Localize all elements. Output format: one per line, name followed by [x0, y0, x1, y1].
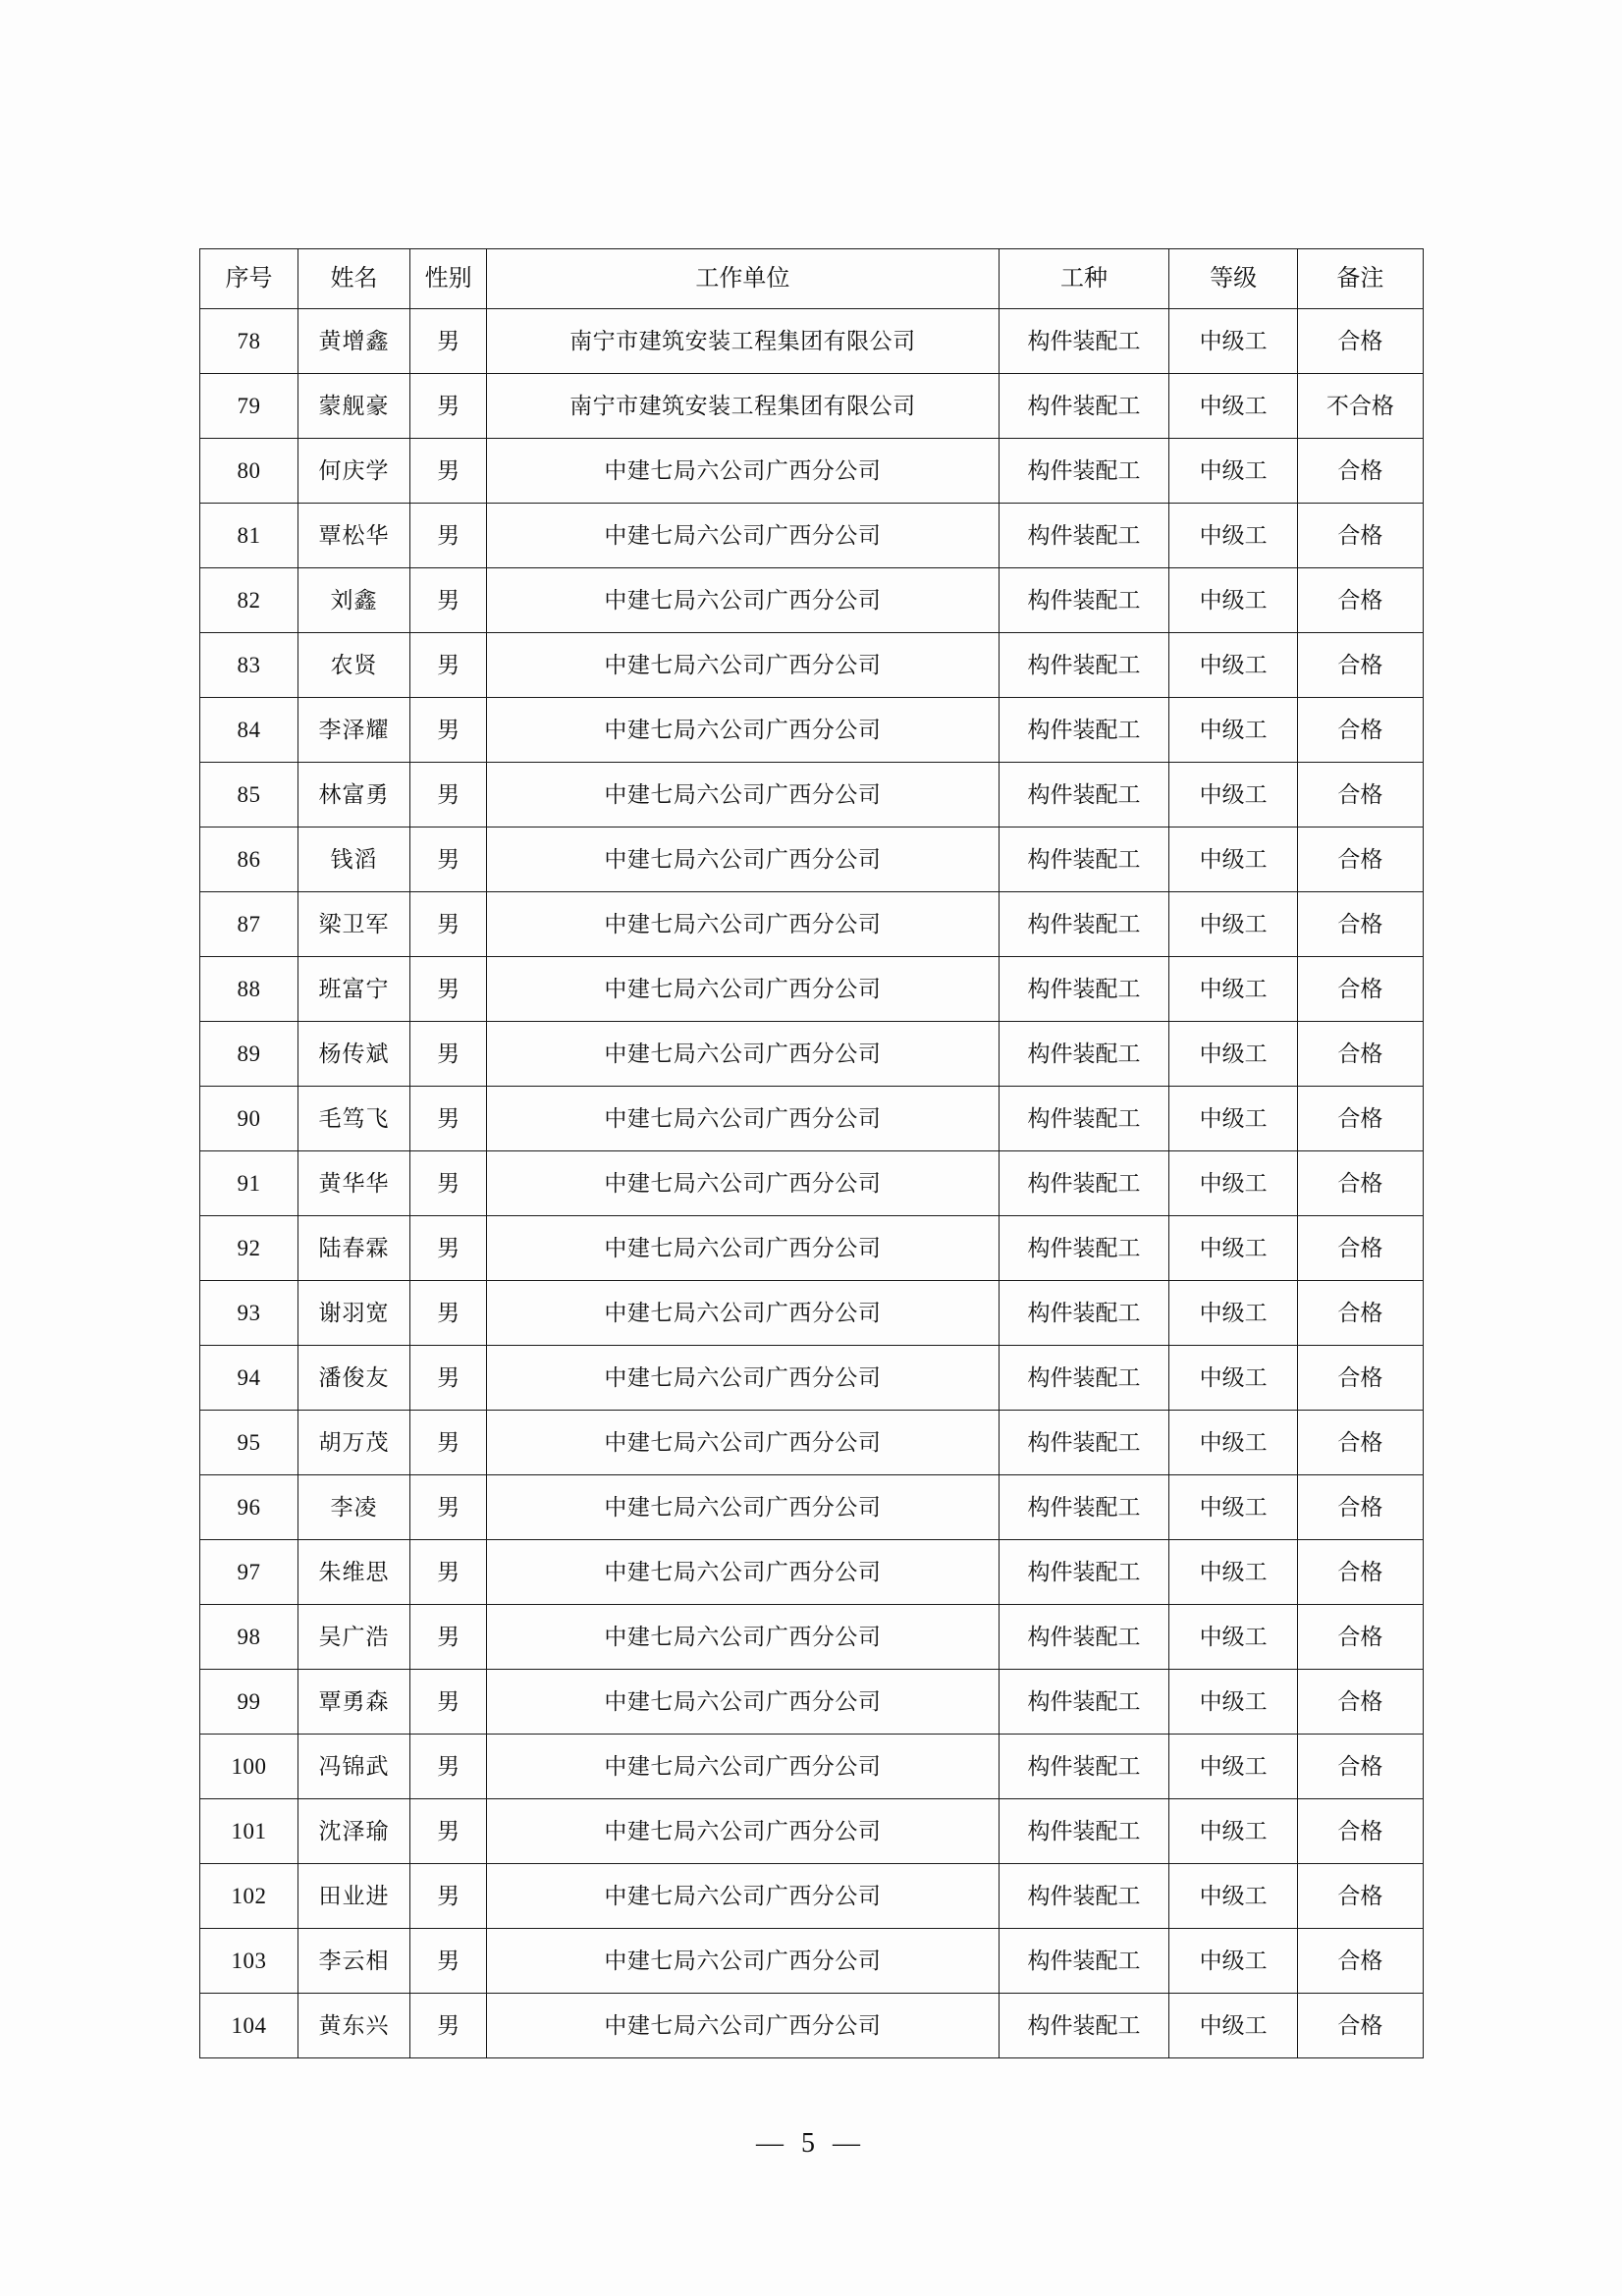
- cell-name: 毛笃飞: [297, 1087, 409, 1151]
- cell-level: 中级工: [1169, 309, 1297, 374]
- cell-level: 中级工: [1169, 1670, 1297, 1735]
- cell-gender: 男: [410, 1346, 487, 1411]
- cell-remark: 合格: [1297, 1411, 1423, 1475]
- cell-seq: 90: [200, 1087, 298, 1151]
- cell-name: 覃松华: [297, 504, 409, 568]
- cell-level: 中级工: [1169, 1281, 1297, 1346]
- cell-gender: 男: [410, 439, 487, 504]
- table-row: [200, 1281, 1424, 1346]
- cell-remark: 合格: [1297, 1281, 1423, 1346]
- table-row: [200, 1994, 1424, 2058]
- cell-unit: 南宁市建筑安装工程集团有限公司: [487, 374, 999, 439]
- cell-level: 中级工: [1169, 698, 1297, 763]
- cell-remark: 合格: [1297, 309, 1423, 374]
- cell-name: 田业进: [297, 1864, 409, 1929]
- cell-job: 构件装配工: [999, 1864, 1169, 1929]
- cell-gender: 男: [410, 1475, 487, 1540]
- cell-level: 中级工: [1169, 568, 1297, 633]
- table-row: [200, 828, 1424, 892]
- cell-unit: 中建七局六公司广西分公司: [487, 1735, 999, 1799]
- cell-job: 构件装配工: [999, 1994, 1169, 2058]
- cell-name: 冯锦武: [297, 1735, 409, 1799]
- cell-job: 构件装配工: [999, 892, 1169, 957]
- table-row: [200, 1087, 1424, 1151]
- cell-seq: 89: [200, 1022, 298, 1087]
- cell-unit: 中建七局六公司广西分公司: [487, 892, 999, 957]
- cell-unit: 中建七局六公司广西分公司: [487, 828, 999, 892]
- cell-job: 构件装配工: [999, 1216, 1169, 1281]
- cell-gender: 男: [410, 1605, 487, 1670]
- cell-unit: 中建七局六公司广西分公司: [487, 439, 999, 504]
- cell-remark: 合格: [1297, 763, 1423, 828]
- cell-remark: 合格: [1297, 1216, 1423, 1281]
- cell-seq: 95: [200, 1411, 298, 1475]
- roster-table-container: [199, 248, 1424, 2058]
- cell-level: 中级工: [1169, 1151, 1297, 1216]
- cell-seq: 79: [200, 374, 298, 439]
- cell-job: 构件装配工: [999, 1735, 1169, 1799]
- table-row: [200, 504, 1424, 568]
- cell-job: 构件装配工: [999, 1411, 1169, 1475]
- cell-gender: 男: [410, 828, 487, 892]
- table-row: [200, 633, 1424, 698]
- cell-unit: 中建七局六公司广西分公司: [487, 1346, 999, 1411]
- cell-job: 构件装配工: [999, 1087, 1169, 1151]
- cell-unit: 中建七局六公司广西分公司: [487, 1411, 999, 1475]
- cell-gender: 男: [410, 1281, 487, 1346]
- cell-remark: 合格: [1297, 439, 1423, 504]
- cell-job: 构件装配工: [999, 1475, 1169, 1540]
- cell-remark: 合格: [1297, 568, 1423, 633]
- footer-dash-right: —: [833, 2128, 866, 2159]
- cell-remark: 合格: [1297, 504, 1423, 568]
- cell-job: 构件装配工: [999, 504, 1169, 568]
- cell-seq: 78: [200, 309, 298, 374]
- cell-gender: 男: [410, 1670, 487, 1735]
- cell-seq: 85: [200, 763, 298, 828]
- cell-gender: 男: [410, 1929, 487, 1994]
- cell-unit: 中建七局六公司广西分公司: [487, 763, 999, 828]
- cell-name: 潘俊友: [297, 1346, 409, 1411]
- cell-remark: 合格: [1297, 1087, 1423, 1151]
- cell-job: 构件装配工: [999, 1022, 1169, 1087]
- cell-level: 中级工: [1169, 1022, 1297, 1087]
- roster-table: [199, 248, 1424, 2058]
- table-row: [200, 309, 1424, 374]
- cell-level: 中级工: [1169, 1346, 1297, 1411]
- cell-seq: 104: [200, 1994, 298, 2058]
- cell-job: 构件装配工: [999, 698, 1169, 763]
- cell-seq: 99: [200, 1670, 298, 1735]
- cell-gender: 男: [410, 1864, 487, 1929]
- cell-name: 沈泽瑜: [297, 1799, 409, 1864]
- table-header: [200, 249, 1424, 309]
- cell-remark: 合格: [1297, 1929, 1423, 1994]
- cell-job: 构件装配工: [999, 568, 1169, 633]
- cell-unit: 中建七局六公司广西分公司: [487, 698, 999, 763]
- cell-name: 黄东兴: [297, 1994, 409, 2058]
- cell-gender: 男: [410, 1735, 487, 1799]
- cell-unit: 中建七局六公司广西分公司: [487, 1022, 999, 1087]
- cell-seq: 91: [200, 1151, 298, 1216]
- cell-unit: 中建七局六公司广西分公司: [487, 957, 999, 1022]
- cell-job: 构件装配工: [999, 763, 1169, 828]
- cell-level: 中级工: [1169, 374, 1297, 439]
- cell-remark: 合格: [1297, 1864, 1423, 1929]
- cell-name: 谢羽宽: [297, 1281, 409, 1346]
- cell-remark: 合格: [1297, 1475, 1423, 1540]
- cell-level: 中级工: [1169, 828, 1297, 892]
- cell-unit: 中建七局六公司广西分公司: [487, 1799, 999, 1864]
- page-number: 5: [801, 2128, 821, 2159]
- table-header-row: [200, 249, 1424, 309]
- cell-unit: 南宁市建筑安装工程集团有限公司: [487, 309, 999, 374]
- cell-seq: 84: [200, 698, 298, 763]
- cell-job: 构件装配工: [999, 439, 1169, 504]
- table-row: [200, 1540, 1424, 1605]
- cell-level: 中级工: [1169, 504, 1297, 568]
- cell-job: 构件装配工: [999, 1929, 1169, 1994]
- column-header-seq: 序号: [200, 249, 298, 309]
- cell-seq: 88: [200, 957, 298, 1022]
- cell-remark: 合格: [1297, 1151, 1423, 1216]
- table-row: [200, 568, 1424, 633]
- cell-remark: 合格: [1297, 1799, 1423, 1864]
- cell-remark: 合格: [1297, 828, 1423, 892]
- table-row: [200, 698, 1424, 763]
- cell-level: 中级工: [1169, 1994, 1297, 2058]
- cell-level: 中级工: [1169, 1929, 1297, 1994]
- table-row: [200, 1799, 1424, 1864]
- column-header-name: 姓名: [297, 249, 409, 309]
- cell-remark: 合格: [1297, 1605, 1423, 1670]
- column-header-job: 工种: [999, 249, 1169, 309]
- cell-name: 梁卫军: [297, 892, 409, 957]
- cell-gender: 男: [410, 957, 487, 1022]
- cell-level: 中级工: [1169, 1087, 1297, 1151]
- cell-name: 蒙舰豪: [297, 374, 409, 439]
- cell-gender: 男: [410, 1151, 487, 1216]
- cell-unit: 中建七局六公司广西分公司: [487, 1151, 999, 1216]
- footer-dash-left: —: [756, 2128, 789, 2159]
- cell-seq: 92: [200, 1216, 298, 1281]
- cell-remark: 合格: [1297, 1994, 1423, 2058]
- cell-job: 构件装配工: [999, 1605, 1169, 1670]
- cell-job: 构件装配工: [999, 1151, 1169, 1216]
- cell-gender: 男: [410, 1216, 487, 1281]
- cell-job: 构件装配工: [999, 1346, 1169, 1411]
- cell-seq: 97: [200, 1540, 298, 1605]
- cell-unit: 中建七局六公司广西分公司: [487, 1087, 999, 1151]
- cell-seq: 93: [200, 1281, 298, 1346]
- cell-unit: 中建七局六公司广西分公司: [487, 1605, 999, 1670]
- table-row: [200, 1411, 1424, 1475]
- cell-level: 中级工: [1169, 1735, 1297, 1799]
- cell-name: 陆春霖: [297, 1216, 409, 1281]
- cell-name: 黄增鑫: [297, 309, 409, 374]
- cell-unit: 中建七局六公司广西分公司: [487, 1864, 999, 1929]
- cell-gender: 男: [410, 698, 487, 763]
- cell-name: 李云相: [297, 1929, 409, 1994]
- table-row: [200, 1346, 1424, 1411]
- column-header-remark: 备注: [1297, 249, 1423, 309]
- cell-seq: 94: [200, 1346, 298, 1411]
- cell-remark: 合格: [1297, 1670, 1423, 1735]
- table-row: [200, 1670, 1424, 1735]
- table-row: [200, 1022, 1424, 1087]
- cell-unit: 中建七局六公司广西分公司: [487, 1540, 999, 1605]
- table-row: [200, 1605, 1424, 1670]
- cell-gender: 男: [410, 1022, 487, 1087]
- page-footer: [0, 2128, 1622, 2160]
- cell-level: 中级工: [1169, 763, 1297, 828]
- cell-name: 覃勇森: [297, 1670, 409, 1735]
- cell-name: 朱维思: [297, 1540, 409, 1605]
- cell-seq: 98: [200, 1605, 298, 1670]
- cell-unit: 中建七局六公司广西分公司: [487, 1475, 999, 1540]
- cell-job: 构件装配工: [999, 957, 1169, 1022]
- cell-level: 中级工: [1169, 1605, 1297, 1670]
- cell-remark: 合格: [1297, 1022, 1423, 1087]
- cell-gender: 男: [410, 309, 487, 374]
- cell-seq: 100: [200, 1735, 298, 1799]
- cell-job: 构件装配工: [999, 374, 1169, 439]
- cell-name: 班富宁: [297, 957, 409, 1022]
- column-header-level: 等级: [1169, 249, 1297, 309]
- table-row: [200, 1735, 1424, 1799]
- cell-level: 中级工: [1169, 1475, 1297, 1540]
- table-row: [200, 957, 1424, 1022]
- cell-name: 吴广浩: [297, 1605, 409, 1670]
- cell-job: 构件装配工: [999, 1281, 1169, 1346]
- cell-name: 李泽耀: [297, 698, 409, 763]
- cell-remark: 合格: [1297, 1540, 1423, 1605]
- cell-name: 林富勇: [297, 763, 409, 828]
- cell-seq: 102: [200, 1864, 298, 1929]
- cell-seq: 101: [200, 1799, 298, 1864]
- cell-unit: 中建七局六公司广西分公司: [487, 1994, 999, 2058]
- cell-level: 中级工: [1169, 1540, 1297, 1605]
- cell-seq: 96: [200, 1475, 298, 1540]
- cell-level: 中级工: [1169, 1411, 1297, 1475]
- table-row: [200, 1929, 1424, 1994]
- cell-unit: 中建七局六公司广西分公司: [487, 1281, 999, 1346]
- cell-unit: 中建七局六公司广西分公司: [487, 504, 999, 568]
- cell-level: 中级工: [1169, 1216, 1297, 1281]
- cell-level: 中级工: [1169, 633, 1297, 698]
- cell-job: 构件装配工: [999, 309, 1169, 374]
- cell-job: 构件装配工: [999, 633, 1169, 698]
- cell-name: 杨传斌: [297, 1022, 409, 1087]
- cell-remark: 不合格: [1297, 374, 1423, 439]
- cell-unit: 中建七局六公司广西分公司: [487, 1670, 999, 1735]
- cell-level: 中级工: [1169, 439, 1297, 504]
- cell-unit: 中建七局六公司广西分公司: [487, 633, 999, 698]
- cell-gender: 男: [410, 1411, 487, 1475]
- cell-unit: 中建七局六公司广西分公司: [487, 1216, 999, 1281]
- cell-seq: 80: [200, 439, 298, 504]
- table-row: [200, 374, 1424, 439]
- cell-remark: 合格: [1297, 698, 1423, 763]
- table-row: [200, 892, 1424, 957]
- cell-gender: 男: [410, 892, 487, 957]
- table-row: [200, 439, 1424, 504]
- cell-gender: 男: [410, 1540, 487, 1605]
- cell-job: 构件装配工: [999, 1540, 1169, 1605]
- cell-gender: 男: [410, 633, 487, 698]
- cell-seq: 83: [200, 633, 298, 698]
- cell-level: 中级工: [1169, 957, 1297, 1022]
- cell-name: 何庆学: [297, 439, 409, 504]
- cell-unit: 中建七局六公司广西分公司: [487, 1929, 999, 1994]
- cell-gender: 男: [410, 568, 487, 633]
- table-row: [200, 1475, 1424, 1540]
- cell-unit: 中建七局六公司广西分公司: [487, 568, 999, 633]
- cell-level: 中级工: [1169, 1864, 1297, 1929]
- cell-job: 构件装配工: [999, 828, 1169, 892]
- cell-remark: 合格: [1297, 1346, 1423, 1411]
- cell-remark: 合格: [1297, 957, 1423, 1022]
- cell-seq: 82: [200, 568, 298, 633]
- table-row: [200, 1216, 1424, 1281]
- cell-seq: 103: [200, 1929, 298, 1994]
- column-header-unit: 工作单位: [487, 249, 999, 309]
- cell-name: 钱滔: [297, 828, 409, 892]
- cell-gender: 男: [410, 504, 487, 568]
- cell-remark: 合格: [1297, 892, 1423, 957]
- cell-name: 刘鑫: [297, 568, 409, 633]
- cell-gender: 男: [410, 1799, 487, 1864]
- cell-seq: 87: [200, 892, 298, 957]
- cell-level: 中级工: [1169, 892, 1297, 957]
- table-row: [200, 1864, 1424, 1929]
- table-row: [200, 1151, 1424, 1216]
- cell-name: 农贤: [297, 633, 409, 698]
- cell-gender: 男: [410, 374, 487, 439]
- cell-gender: 男: [410, 763, 487, 828]
- cell-job: 构件装配工: [999, 1799, 1169, 1864]
- cell-seq: 86: [200, 828, 298, 892]
- column-header-gender: 性别: [410, 249, 487, 309]
- cell-remark: 合格: [1297, 633, 1423, 698]
- cell-gender: 男: [410, 1087, 487, 1151]
- cell-name: 胡万茂: [297, 1411, 409, 1475]
- cell-job: 构件装配工: [999, 1670, 1169, 1735]
- cell-remark: 合格: [1297, 1735, 1423, 1799]
- cell-level: 中级工: [1169, 1799, 1297, 1864]
- table-body: [200, 309, 1424, 2058]
- cell-name: 李凌: [297, 1475, 409, 1540]
- cell-name: 黄华华: [297, 1151, 409, 1216]
- table-row: [200, 763, 1424, 828]
- cell-seq: 81: [200, 504, 298, 568]
- cell-gender: 男: [410, 1994, 487, 2058]
